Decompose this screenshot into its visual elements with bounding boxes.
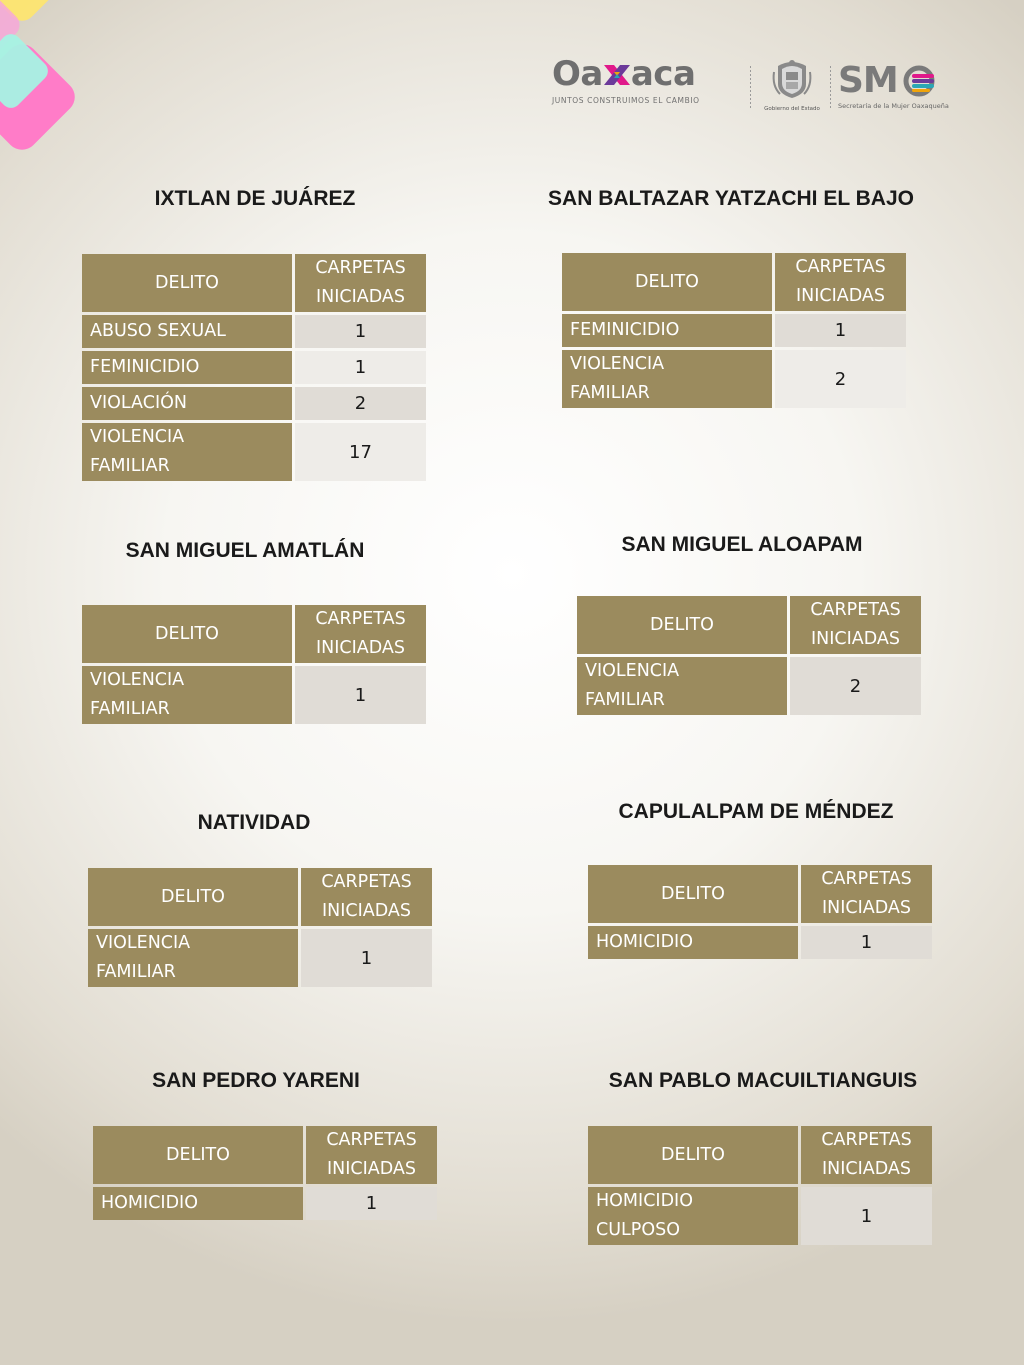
carpetas-cell: 1 (301, 929, 432, 987)
table-row (588, 1187, 932, 1245)
delito-line1: VIOLENCIA (90, 427, 185, 447)
header-carpetas-line2: INICIADAS (795, 286, 885, 306)
table-row (562, 314, 906, 347)
header-carpetas-line2: INICIADAS (326, 1159, 416, 1179)
delito-cell (577, 657, 787, 715)
delito-cell (88, 929, 298, 987)
section-title: SAN MIGUEL AMATLÁN (125, 539, 365, 562)
delito-line1: VIOLENCIA (90, 670, 185, 690)
table-row (577, 657, 921, 715)
crime-table (90, 1123, 440, 1223)
delito-line1: HOMICIDIO (596, 1191, 693, 1211)
crime-table (79, 251, 429, 484)
oaxaca-logo (552, 56, 738, 105)
header-delito: DELITO (93, 1126, 303, 1184)
gobierno-text: Gobierno del Estado (764, 106, 820, 112)
header-carpetas (801, 1126, 932, 1184)
delito-cell: ABUSO SEXUAL (82, 315, 292, 348)
header-carpetas-line1: CARPETAS (315, 258, 406, 278)
delito-cell: HOMICIDIO (588, 926, 798, 959)
carpetas-cell: 1 (801, 1187, 932, 1245)
header-carpetas-line2: INICIADAS (821, 898, 911, 918)
carpetas-cell: 1 (295, 666, 426, 724)
carpetas-cell: 1 (775, 314, 906, 347)
delito-cell (588, 1187, 798, 1245)
smo-text: Secretaría de la Mujer Oaxaqueña (838, 102, 949, 110)
oaxaca-wordmark-end: aca (630, 54, 696, 94)
table-row (93, 1187, 437, 1220)
header-carpetas-line1: CARPETAS (795, 257, 886, 277)
corner-decoration (0, 0, 90, 170)
section-title: CAPULALPAM DE MÉNDEZ (618, 800, 894, 823)
header-delito: DELITO (82, 254, 292, 312)
carpetas-cell: 2 (775, 350, 906, 408)
header-carpetas-line2: INICIADAS (821, 1159, 911, 1179)
delito-line2: FAMILIAR (96, 962, 176, 982)
header-carpetas (306, 1126, 437, 1184)
table-row (88, 929, 432, 987)
carpetas-cell: 1 (306, 1187, 437, 1220)
delito-cell (82, 666, 292, 724)
smo-wordmark: SM (838, 60, 898, 101)
smo-logo (838, 62, 972, 110)
crime-table (85, 865, 435, 990)
logo-separator (750, 66, 751, 110)
header-carpetas (301, 868, 432, 926)
delito-cell: VIOLACIÓN (82, 387, 292, 420)
header-carpetas (801, 865, 932, 923)
table-row (82, 315, 426, 348)
section-title: SAN BALTAZAR YATZACHI EL BAJO (548, 187, 914, 210)
crime-table (574, 593, 924, 718)
header-delito: DELITO (562, 253, 772, 311)
carpetas-cell: 1 (295, 351, 426, 384)
section-title: IXTLAN DE JUÁREZ (154, 187, 356, 210)
table-row (82, 666, 426, 724)
header-delito: DELITO (588, 865, 798, 923)
delito-cell: FEMINICIDIO (562, 314, 772, 347)
header-delito: DELITO (88, 868, 298, 926)
delito-line2: FAMILIAR (570, 383, 650, 403)
carpetas-cell: 2 (295, 387, 426, 420)
delito-line1: VIOLENCIA (570, 354, 665, 374)
table-row (562, 350, 906, 408)
header-carpetas (775, 253, 906, 311)
coat-of-arms-icon (770, 58, 814, 100)
crime-table (559, 250, 909, 411)
header-carpetas-line2: INICIADAS (810, 629, 900, 649)
table-row (82, 387, 426, 420)
delito-line1: VIOLENCIA (585, 661, 680, 681)
delito-cell: FEMINICIDIO (82, 351, 292, 384)
delito-line2: FAMILIAR (90, 456, 170, 476)
header-carpetas-line2: INICIADAS (321, 901, 411, 921)
header-carpetas-line1: CARPETAS (321, 872, 412, 892)
oaxaca-slogan: JUNTOS CONSTRUIMOS EL CAMBIO (552, 96, 700, 105)
smo-o-mark-icon (898, 65, 940, 97)
oaxaca-wordmark-start: Oa (552, 54, 603, 94)
header-carpetas (790, 596, 921, 654)
crime-table (585, 1123, 935, 1248)
header-carpetas-line1: CARPETAS (821, 1130, 912, 1150)
crime-table (585, 862, 935, 962)
header-delito: DELITO (82, 605, 292, 663)
crime-table (79, 602, 429, 727)
table-row (588, 926, 932, 959)
carpetas-cell: 2 (790, 657, 921, 715)
carpetas-cell: 17 (295, 423, 426, 481)
header-carpetas-line1: CARPETAS (810, 600, 901, 620)
delito-cell: HOMICIDIO (93, 1187, 303, 1220)
header-carpetas-line1: CARPETAS (326, 1130, 417, 1150)
delito-cell (562, 350, 772, 408)
carpetas-cell: 1 (295, 315, 426, 348)
carpetas-cell: 1 (801, 926, 932, 959)
delito-line1: VIOLENCIA (96, 933, 191, 953)
delito-cell (82, 423, 292, 481)
header-carpetas-line1: CARPETAS (315, 609, 406, 629)
header-delito: DELITO (577, 596, 787, 654)
section-title: SAN PEDRO YARENI (152, 1069, 360, 1092)
logo-separator (830, 66, 831, 110)
oaxaca-x-mark-icon (603, 64, 631, 86)
table-row (82, 423, 426, 481)
header-carpetas-line1: CARPETAS (821, 869, 912, 889)
header-carpetas (295, 605, 426, 663)
table-row (82, 351, 426, 384)
header-logos (552, 56, 972, 118)
delito-line2: FAMILIAR (90, 699, 170, 719)
header-carpetas-line2: INICIADAS (315, 287, 405, 307)
section-title: NATIVIDAD (197, 811, 311, 834)
delito-line2: FAMILIAR (585, 690, 665, 710)
header-carpetas-line2: INICIADAS (315, 638, 405, 658)
header-delito: DELITO (588, 1126, 798, 1184)
delito-line2: CULPOSO (596, 1220, 680, 1240)
section-title: SAN MIGUEL ALOAPAM (621, 533, 863, 556)
section-title: SAN PABLO MACUILTIANGUIS (608, 1069, 918, 1092)
header-carpetas (295, 254, 426, 312)
gobierno-logo (760, 58, 824, 112)
